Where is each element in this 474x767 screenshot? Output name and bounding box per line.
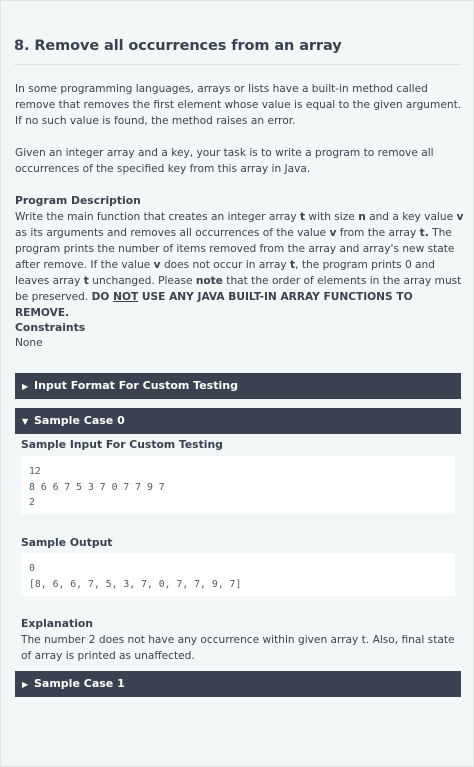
sample-case-0-toggle[interactable] [15, 408, 461, 434]
description-heading: Program Description [15, 194, 141, 207]
triangle-right-icon: ▶ [22, 680, 29, 689]
intro-paragraph-2: Given an integer array and a key, your task is to write a program to remove all occurrences of the specified key from this array in Java. [15, 147, 434, 175]
intro-paragraph-1: In some programming languages, arrays or lists have a built-in method called remove that removes the first element whose value is equal to the given argument. If no such value is found, the method raises an error. [15, 83, 462, 127]
sample-case-0-label: Sample Case 0 [34, 414, 125, 427]
input-format-label: Input Format For Custom Testing [34, 379, 238, 392]
sample-input-block: 12 8 6 6 7 5 3 7 0 7 7 9 7 2 [21, 456, 455, 514]
sample-input-heading: Sample Input For Custom Testing [21, 438, 223, 451]
triangle-right-icon: ▶ [22, 382, 29, 391]
explanation-heading: Explanation [21, 617, 93, 630]
constraints-value: None [15, 337, 43, 349]
sample-case-1-toggle[interactable] [15, 671, 461, 697]
explanation-text: The number 2 does not have any occurrence within given array t. Also, final state of array is printed as unaffected. [21, 634, 455, 662]
input-format-toggle[interactable] [15, 373, 461, 399]
triangle-down-icon: ▼ [22, 417, 29, 426]
sample-case-1-label: Sample Case 1 [34, 677, 125, 690]
constraints-heading: Constraints [15, 321, 86, 334]
title-divider [14, 64, 461, 65]
sample-output-heading: Sample Output [21, 536, 113, 549]
sample-output-block: 0 [8, 6, 6, 7, 5, 3, 7, 0, 7, 7, 9, 7] [21, 553, 455, 596]
problem-title: 8. Remove all occurrences from an array [14, 38, 342, 54]
description-paragraph: Write the main function that creates an integer array t with size n and a key value v as its arguments and removes all occurrences of the value v from the array t. The program prints the number of items removed from the array and array's new state after remove. If the value v does not occur in array t, the program prints 0 and leaves array t unchanged. Please note that the order of elements in the array must be preserved. DO NOT USE ANY JAVA BUILT-IN ARRAY FUNCTIONS TO REMOVE. [15, 211, 464, 319]
